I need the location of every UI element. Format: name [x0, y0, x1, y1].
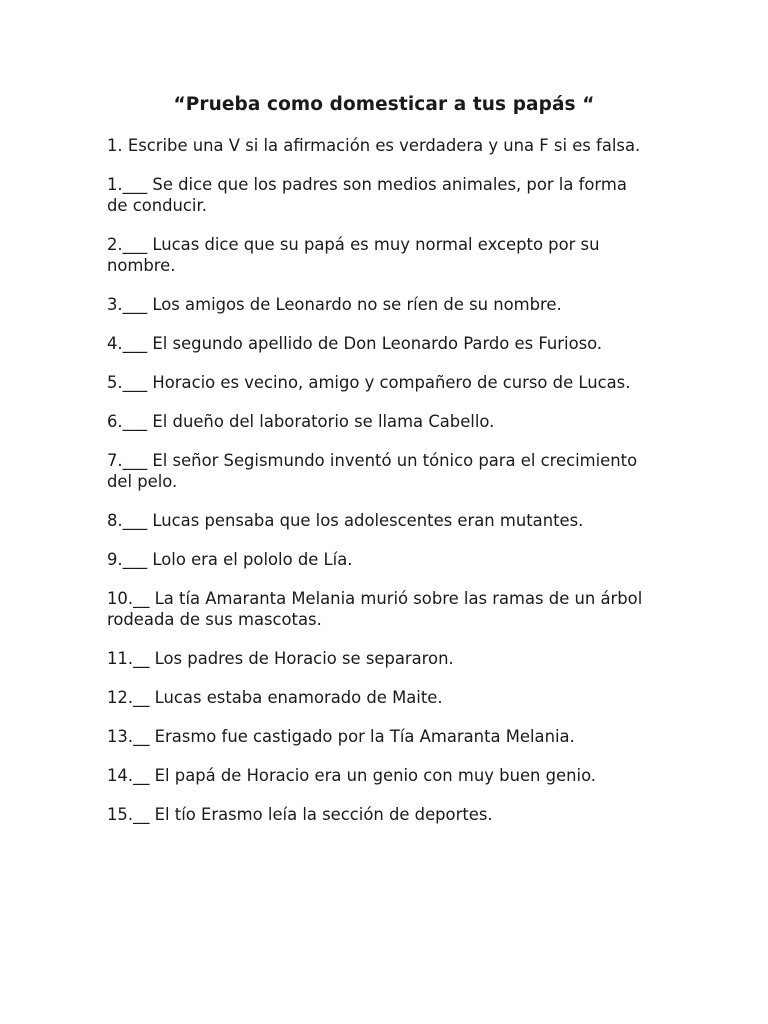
question-text: 9.___ Lolo era el pololo de Lía.: [107, 550, 353, 569]
question-item: [107, 174, 652, 216]
question-item: [107, 510, 652, 531]
question-item: [107, 726, 652, 747]
question-item: [107, 549, 652, 570]
question-text: 12.__ Lucas estaba enamorado de Maite.: [107, 688, 443, 707]
question-item: [107, 372, 652, 393]
question-text: 5.___ Horacio es vecino, amigo y compañero de curso de Lucas.: [107, 373, 631, 392]
question-item: [107, 765, 652, 786]
question-text: 2.___ Lucas dice que su papá es muy normal excepto por su nombre.: [107, 235, 600, 275]
question-text: 10.__ La tía Amaranta Melania murió sobre las ramas de un árbol rodeada de sus mascotas.: [107, 589, 643, 629]
question-text: 7.___ El señor Segismundo inventó un tónico para el crecimiento del pelo.: [107, 451, 638, 491]
question-text: 4.___ El segundo apellido de Don Leonardo Pardo es Furioso.: [107, 334, 603, 353]
question-text: 1.___ Se dice que los padres son medios animales, por la forma de conducir.: [107, 175, 627, 215]
question-text: 14.__ El papá de Horacio era un genio con muy buen genio.: [107, 766, 597, 785]
question-text: 6.___ El dueño del laboratorio se llama Cabello.: [107, 412, 495, 431]
question-text: 3.___ Los amigos de Leonardo no se ríen de su nombre.: [107, 295, 562, 314]
question-item: [107, 804, 652, 825]
question-text: 11.__ Los padres de Horacio se separaron.: [107, 649, 454, 668]
question-list: [107, 174, 652, 825]
question-text: 15.__ El tío Erasmo leía la sección de deportes.: [107, 805, 493, 824]
question-item: [107, 588, 652, 630]
document-body: [107, 135, 652, 825]
question-item: [107, 411, 652, 432]
question-text: 8.___ Lucas pensaba que los adolescentes eran mutantes.: [107, 511, 584, 530]
question-item: [107, 450, 652, 492]
question-item: [107, 687, 652, 708]
question-item: [107, 333, 652, 354]
instruction-text: 1. Escribe una V si la afirmación es verdadera y una F si es falsa.: [107, 136, 641, 155]
page-title: “Prueba como domesticar a tus papás “: [173, 94, 595, 115]
question-item: [107, 294, 652, 315]
question-item: [107, 234, 652, 276]
question-text: 13.__ Erasmo fue castigado por la Tía Amaranta Melania.: [107, 727, 575, 746]
question-item: [107, 648, 652, 669]
